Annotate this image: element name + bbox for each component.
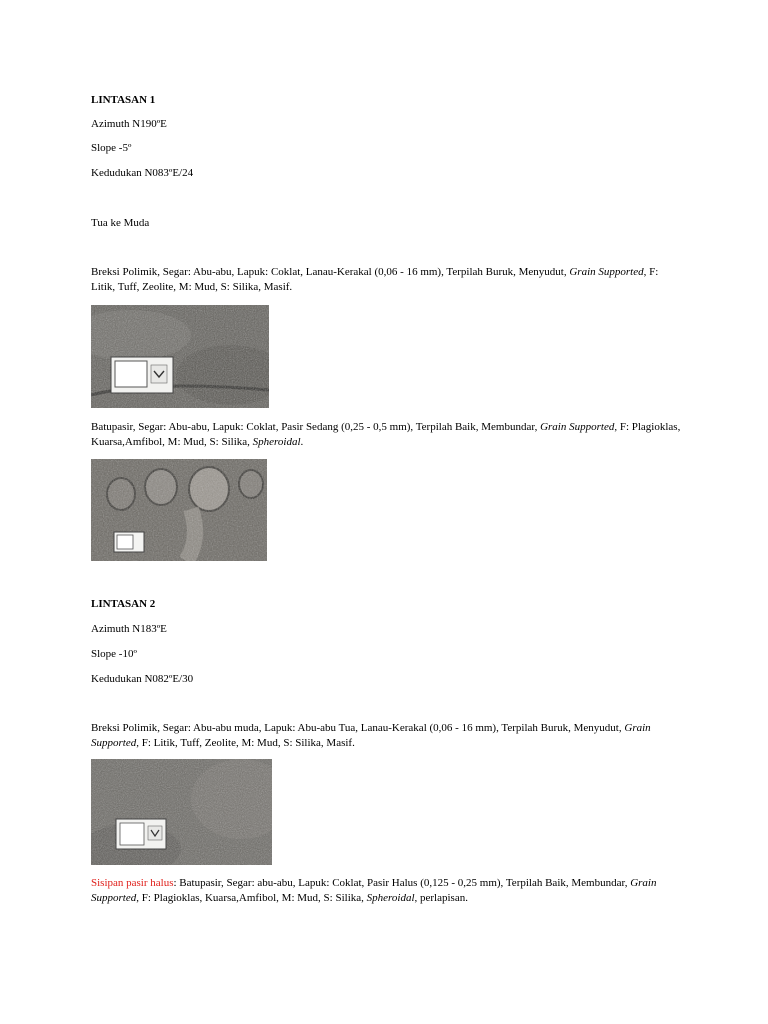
lintasan2-azimuth: Azimuth N183ºE bbox=[91, 623, 167, 635]
lintasan2-description-2: Sisipan pasir halus: Batupasir, Segar: abu-abu, Lapuk: Coklat, Pasir Halus (0,125 - 0,25 mm), Terpilah Baik, Membundar, Grain Supported, F: Plagioklas, Kuarsa,Amfibol, M: Mud, S: Silika, Spheroidal, perlapisan. bbox=[91, 877, 657, 904]
lintasan1-order: Tua ke Muda bbox=[91, 217, 150, 229]
lintasan1-title: LINTASAN 1 bbox=[91, 94, 156, 106]
lintasan1-kedudukan: Kedudukan N083ºE/24 bbox=[91, 167, 194, 179]
sisipan-highlight: Sisipan pasir halus bbox=[91, 877, 174, 889]
lintasan1-description-2: Batupasir, Segar: Abu-abu, Lapuk: Coklat, Pasir Sedang (0,25 - 0,5 mm), Terpilah Baik, Membundar, Grain Supported, F: Plagioklas, Kuarsa,Amfibol, M: Mud, S: Silika, Spheroidal. bbox=[91, 421, 681, 448]
lintasan2-title: LINTASAN 2 bbox=[91, 598, 156, 610]
lintasan1-description-1: Breksi Polimik, Segar: Abu-abu, Lapuk: Coklat, Lanau-Kerakal (0,06 - 16 mm), Terpilah Buruk, Menyudut, Grain Supported, F: Litik, Tuff, Zeolite, M: Mud, S: Silika, Masif. bbox=[91, 266, 659, 293]
lintasan2-kedudukan: Kedudukan N082ºE/30 bbox=[91, 673, 194, 685]
lintasan2-slope: Slope -10º bbox=[91, 648, 137, 660]
outcrop-photo-2 bbox=[91, 459, 267, 561]
lintasan2-description-1: Breksi Polimik, Segar: Abu-abu muda, Lapuk: Abu-abu Tua, Lanau-Kerakal (0,06 - 16 mm), Terpilah Buruk, Menyudut, Grain Supported, F: Litik, Tuff, Zeolite, M: Mud, S: Silika, Masif. bbox=[91, 722, 651, 749]
outcrop-photo-3 bbox=[91, 759, 272, 865]
lintasan1-azimuth: Azimuth N190ºE bbox=[91, 118, 167, 130]
lintasan1-slope: Slope -5º bbox=[91, 142, 132, 154]
outcrop-photo-1 bbox=[91, 305, 269, 408]
